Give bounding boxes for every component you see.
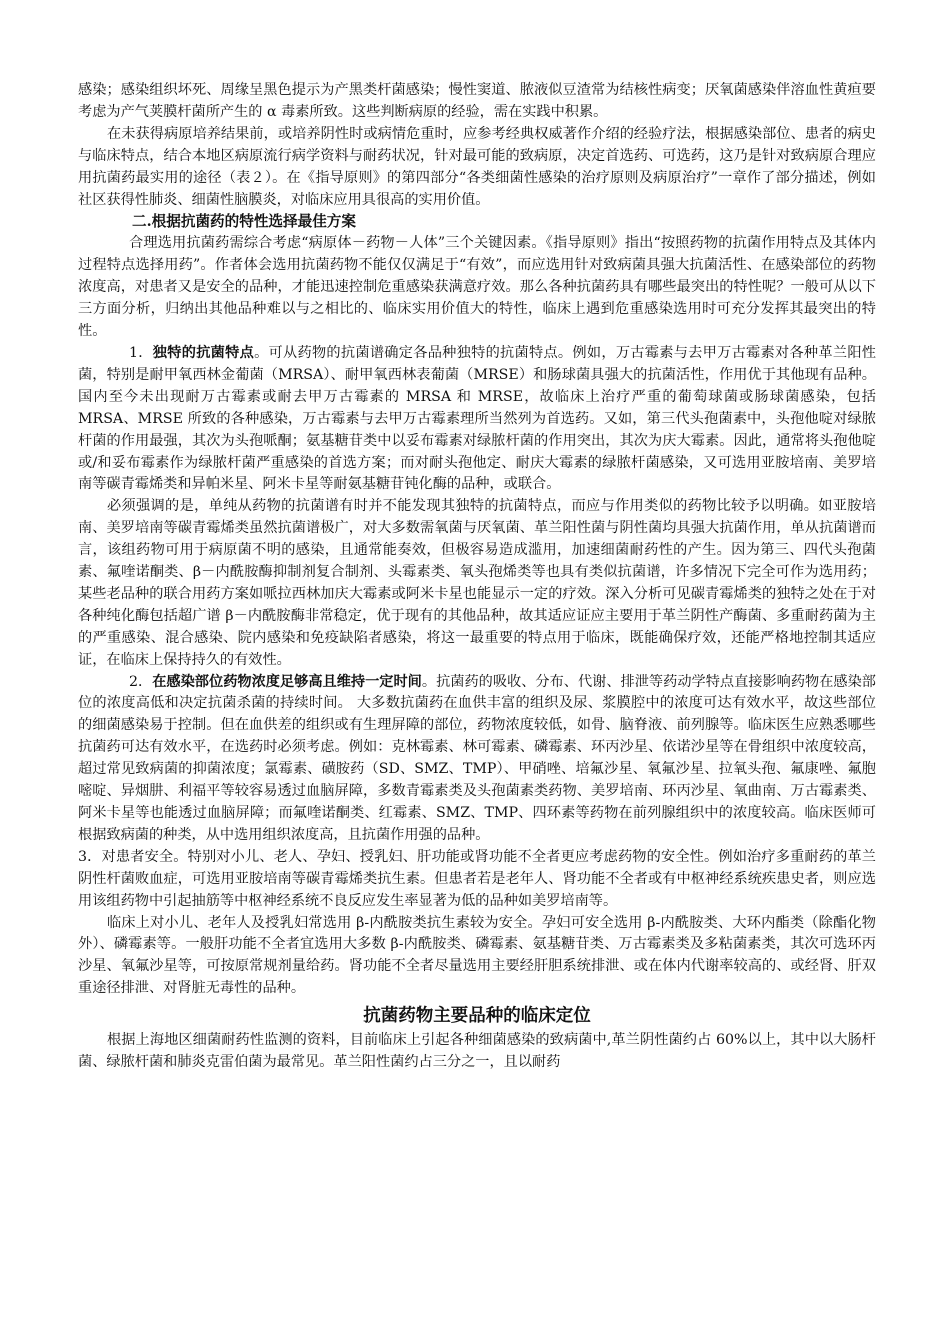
paragraph-emphasis: 必须强调的是，单纯从药物的抗菌谱有时并不能发现其独特的抗菌特点，而应与作用类似的药物比较予以明确。如亚胺培南、美罗培南等碳青霉烯类虽然抗菌谱极广，对大多数需氧菌与厌氧菌、革兰阳性菌与阴性菌均具强大抗菌作用，单从抗菌谱而言，该组药物可用于病原菌不明的感染，且通常能奏效，但极容易造成滥用，加速细菌耐药性的产生。因为第三、四代头孢菌素、氟喹诺酮类、β－内酰胺酶抑制剂复合制剂、头霉素类、氧头孢烯类等也具有类似抗菌谱，许多情况下完全可作为选用药；某些老品种的联合用药方案如哌拉西林加庆大霉素或阿米卡星也能显示一定的疗效。深入分析可见碳青霉烯类的独特之处在于对各种纯化酶包括超广谱 β－内酰胺酶非常稳定，优于现有的其他品种，故其适应证应主要用于革兰阴性产酶菌、多重耐药菌为主的严重感染、混合感染、院内感染和免疫缺陷者感染，将这一最重要的特点用于临床，既能确保疗效，还能严格地控制其适应证，在临床上保持持久的有效性。 [78, 498, 876, 668]
paragraph-chapter-intro: 根据上海地区细菌耐药性监测的资料，目前临床上引起各种细菌感染的致病菌中,革兰阴性菌约占 60%以上，其中以大肠杆菌、绿脓杆菌和肺炎克雷伯菌为最常见。革兰阳性菌约占三分之一，且以耐药 [78, 1032, 876, 1071]
point-2-title: 在感染部位药物浓度足够高且维持一定时间 [152, 673, 422, 690]
point-2-number: 2． [129, 673, 153, 690]
paragraph-special-groups: 临床上对小儿、老年人及授乳妇常选用 β-内酰胺类抗生素较为安全。孕妇可安全选用 β-内酰胺类、大环内酯类（除酯化物外）、磷霉素等。一般肝功能不全者宜选用大多数 β-内酰胺类、磷霉素、氨基糖苷类、万古霉素类及多粘菌素类，其次可选环丙沙星、氧氟沙星等，可按原常规剂量给药。肾功能不全者尽量选用主要经肝胆系统排泄、或在体内代谢率较高的、或经肾、肝双重途径排泄、对肾脏无毒性的品种。 [78, 914, 876, 997]
chapter-title: 抗菌药物主要品种的临床定位 [363, 1006, 591, 1027]
paragraph-intro-continued: 感染；感染组织坏死、周缘呈黑色提示为产黑类杆菌感染；慢性窦道、脓液似豆渣常为结核性病变；厌氧菌感染伴溶血性黄疸要考虑为产气荚膜杆菌所产生的 α 毒素所致。这些判断病原的经验，需在实践中积累。 [78, 82, 876, 120]
paragraph-section-intro: 合理选用抗菌药需综合考虑“病原体－药物－人体”三个关键因素。《指导原则》指出“按照药物的抗菌作用特点及其体内过程特点选择用药”。作者体会选用抗菌药物不能仅仅满足于“有效”，而应选用针对致病菌具强大抗菌活性、在感染部位的药物浓度高，对患者又是安全的品种，才能迅速控制危重感染获满意疗效。那么各种抗菌药具有哪些最突出的特性呢？一般可从以下三方面分析，归纳出其他品种难以与之相比的、临床实用价值大的特性，临床上遇到危重感染选用时可充分发挥其最突出的特性。 [78, 235, 876, 340]
point-1-number: 1． [129, 344, 153, 361]
point-1-body: 。可从药物的抗菌谱确定各品种独特的抗菌特点。例如，万古霉素与去甲万古霉素对各种革兰阳性菌，特别是耐甲氧西林金葡菌（MRSA）、耐甲氧西林表葡菌（MRSE）和肠球菌具强大的抗菌活性，作用优于其他现有品种。国内至今未出现耐万古霉素或耐去甲万古霉素的 MRSA 和 MRSE，故临床上治疗严重的葡萄球菌或肠球菌感染，包括 MRSA、MRSE 所致的各种感染，万古霉素与去甲万古霉素理所当然列为首选药。又如，第三代头孢菌素中，头孢他啶对绿脓杆菌的作用最强，其次为头孢哌酮；氨基糖苷类中以妥布霉素对绿脓杆菌的作用突出，其次为庆大霉素。因此，通常将头孢他啶或/和妥布霉素作为绿脓杆菌严重感染的首选方案；而对耐头孢他定、耐庆大霉素的绿脓杆菌感染，又可选用亚胺培南、美罗培南等碳青霉烯类和异帕米星、阿米卡星等耐氨基糖苷钝化酶的品种，或联合。 [78, 344, 876, 493]
point-1-title: 独特的抗菌特点 [152, 344, 255, 361]
paragraph-point-2 [78, 672, 876, 847]
paragraph-point-1 [78, 343, 876, 496]
document-page [78, 80, 876, 1074]
paragraph-empirical-therapy: 在未获得病原培养结果前，或培养阴性时或病情危重时，应参考经典权威著作介绍的经验疗法，根据感染部位、患者的病史与临床特点，结合本地区病原流行病学资料与耐药状况，针对最可能的致病原，决定首选药、可选药，这乃是针对致病原合理应用抗菌药最实用的途径（表２）。在《指导原则》的第四部分“各类细菌性感染的治疗原则及病原治疗”一章作了部分描述，例如社区获得性肺炎、细菌性脑膜炎，对临床应用具很高的实用价值。 [78, 125, 876, 208]
point-2-body: 。抗菌药的吸收、分布、代谢、排泄等药动学特点直接影响药物在感染部位的浓度高低和决定抗菌杀菌的持续时间。 大多数抗菌药在血供丰富的组织及尿、浆膜腔中的浓度可达有效水平，故这些部位的细菌感染易于控制。但在血供差的组织或有生理屏障的部位，药物浓度较低，如骨、脑脊液、前列腺等。临床医生应熟悉哪些抗菌药可达有效水平，在选药时必须考虑。例如：克林霉素、林可霉素、磷霉素、环丙沙星、依诺沙星等在骨组织中浓度较高，超过常见致病菌的抑菌浓度；氯霉素、磺胺药（SD、SMZ、TMP）、甲硝唑、培氟沙星、氧氟沙星、拉氧头孢、氟康唑、氟胞嘧啶、异烟肼、利福平等较容易透过血脑屏障，多数青霉素类及头孢菌素类药物、美罗培南、环丙沙星、氧曲南、万古霉素类、阿米卡星等也能透过血脑屏障；而氟喹诺酮类、红霉素、SMZ、TMP、四环素等药物在前列腺组织中的浓度较高。临床医师可根据致病菌的种类，从中选用组织浓度高，且抗菌作用强的品种。 [78, 673, 876, 843]
section-heading: 二.根据抗菌药的特性选择最佳方案 [132, 213, 356, 231]
paragraph-point-3: 3．对患者安全。特别对小儿、老人、孕妇、授乳妇、肝功能或肾功能不全者更应考虑药物的安全性。例如治疗多重耐药的革兰阴性杆菌败血症，可选用亚胺培南等碳青霉烯类抗生素。但患者若是老年人、肾功能不全者或有中枢神经系统疾患史者，则应选用该组药物中引起抽筋等中枢神经系统不良反应发生率显著为低的品种如美罗培南等。 [78, 848, 876, 909]
